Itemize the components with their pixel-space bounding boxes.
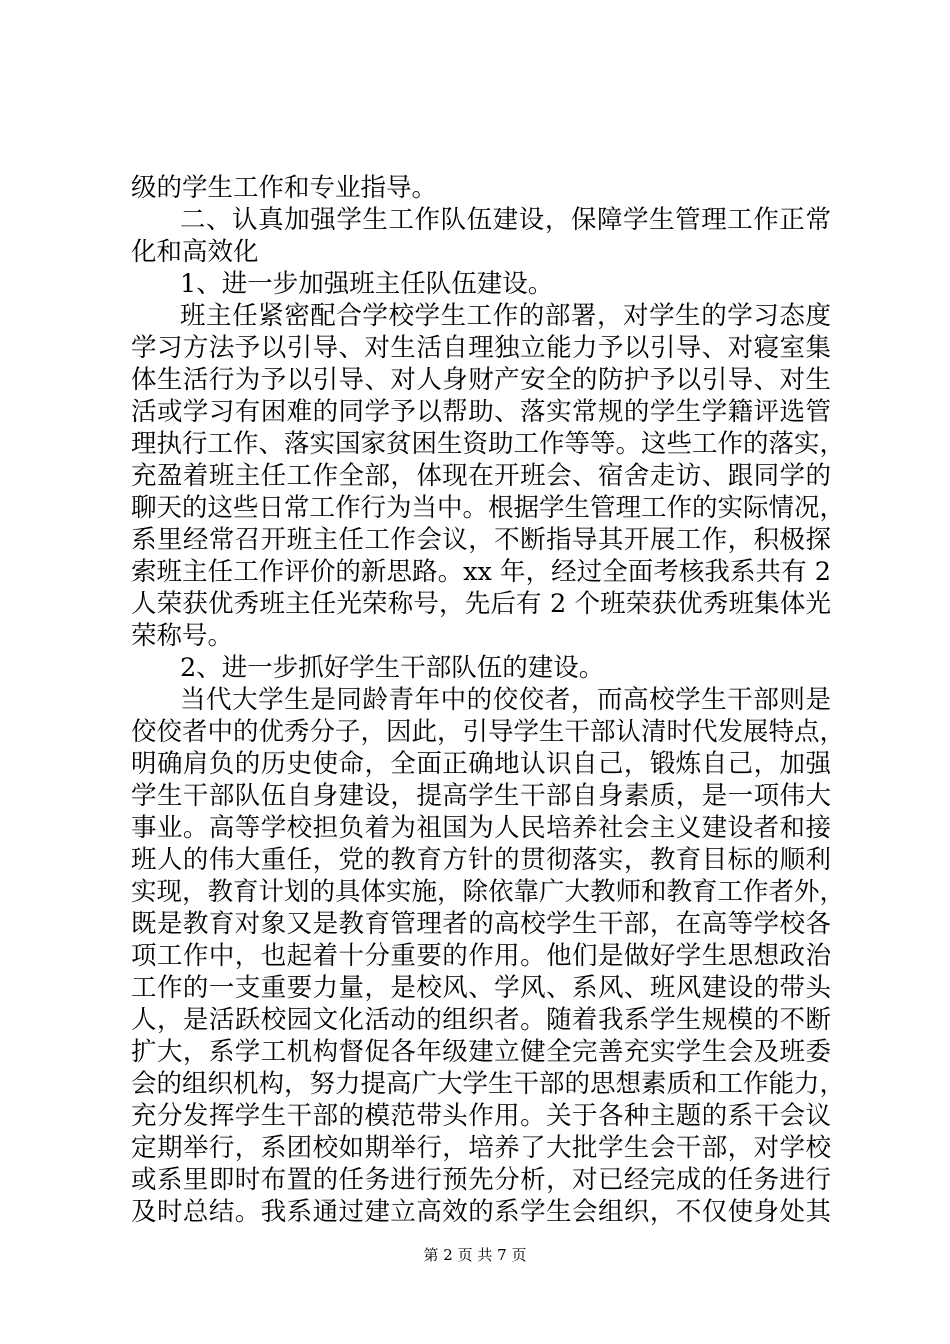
text-line: 实现，教育计划的具体实施，除依靠广大教师和教育工作者外， (131, 877, 846, 907)
text-line: 定期举行，系团校如期举行，培养了大批学生会干部，对学校 (131, 1133, 831, 1163)
text-line: 当代大学生是同龄青年中的佼佼者，而高校学生干部则是 (180, 685, 831, 715)
text-line: 既是教育对象又是教育管理者的高校学生干部，在高等学校各 (131, 909, 831, 939)
text-line: 二、认真加强学生工作队伍建设，保障学生管理工作正常 (180, 205, 831, 235)
text-line: 充盈着班主任工作全部，体现在开班会、宿舍走访、跟同学的 (131, 461, 831, 491)
text-line: 扩大，系学工机构督促各年级建立健全完善充实学生会及班委 (131, 1037, 831, 1067)
text-line: 班人的伟大重任，党的教育方针的贯彻落实，教育目标的顺利 (131, 845, 831, 875)
text-line: 系里经常召开班主任工作会议，不断指导其开展工作，积极探 (131, 525, 831, 555)
text-line: 会的组织机构，努力提高广大学生干部的思想素质和工作能力， (131, 1069, 846, 1099)
text-line: 荣称号。 (131, 621, 234, 651)
text-line: 及时总结。我系通过建立高效的系学生会组织，不仅使身处其 (131, 1197, 831, 1227)
text-line: 级的学生工作和专业指导。 (131, 173, 438, 203)
text-line: 事业。高等学校担负着为祖国为人民培养社会主义建设者和接 (131, 813, 831, 843)
text-line: 理执行工作、落实国家贫困生资助工作等等。这些工作的落实， (131, 429, 846, 459)
text-line: 或系里即时布置的任务进行预先分析，对已经完成的任务进行 (131, 1165, 831, 1195)
text-line: 工作的一支重要力量，是校风、学风、系风、班风建设的带头 (131, 973, 831, 1003)
text-line: 明确肩负的历史使命，全面正确地认识自己，锻炼自己，加强 (131, 749, 831, 779)
text-line: 体生活行为予以引导、对人身财产安全的防护予以引导、对生 (131, 365, 831, 395)
text-line: 充分发挥学生干部的模范带头作用。关于各种主题的系干会议 (131, 1101, 831, 1131)
text-line: 人，是活跃校园文化活动的组织者。随着我系学生规模的不断 (131, 1005, 831, 1035)
text-line: 2、进一步抓好学生干部队伍的建设。 (180, 653, 605, 683)
document-body (131, 172, 846, 1228)
text-line: 项工作中，也起着十分重要的作用。他们是做好学生思想政治 (131, 941, 831, 971)
text-line: 班主任紧密配合学校学生工作的部署，对学生的学习态度 (180, 301, 831, 331)
text-line: 1、进一步加强班主任队伍建设。 (180, 269, 554, 299)
text-line: 人荣获优秀班主任光荣称号，先后有 2 个班荣获优秀班集体光 (131, 589, 831, 619)
text-line: 化和高效化 (131, 237, 259, 267)
text-line: 学生干部队伍自身建设，提高学生干部自身素质，是一项伟大 (131, 781, 831, 811)
text-line: 聊天的这些日常工作行为当中。根据学生管理工作的实际情况， (131, 493, 846, 523)
page-number-footer: 第 2 页 共 7 页 (423, 1246, 527, 1264)
text-line: 索班主任工作评价的新思路。xx 年，经过全面考核我系共有 2 (131, 557, 831, 587)
text-line: 佼佼者中的优秀分子，因此，引导学生干部认清时代发展特点， (131, 717, 846, 747)
text-line: 学习方法予以引导、对生活自理独立能力予以引导、对寝室集 (131, 333, 831, 363)
text-line: 活或学习有困难的同学予以帮助、落实常规的学生学籍评选管 (131, 397, 831, 427)
